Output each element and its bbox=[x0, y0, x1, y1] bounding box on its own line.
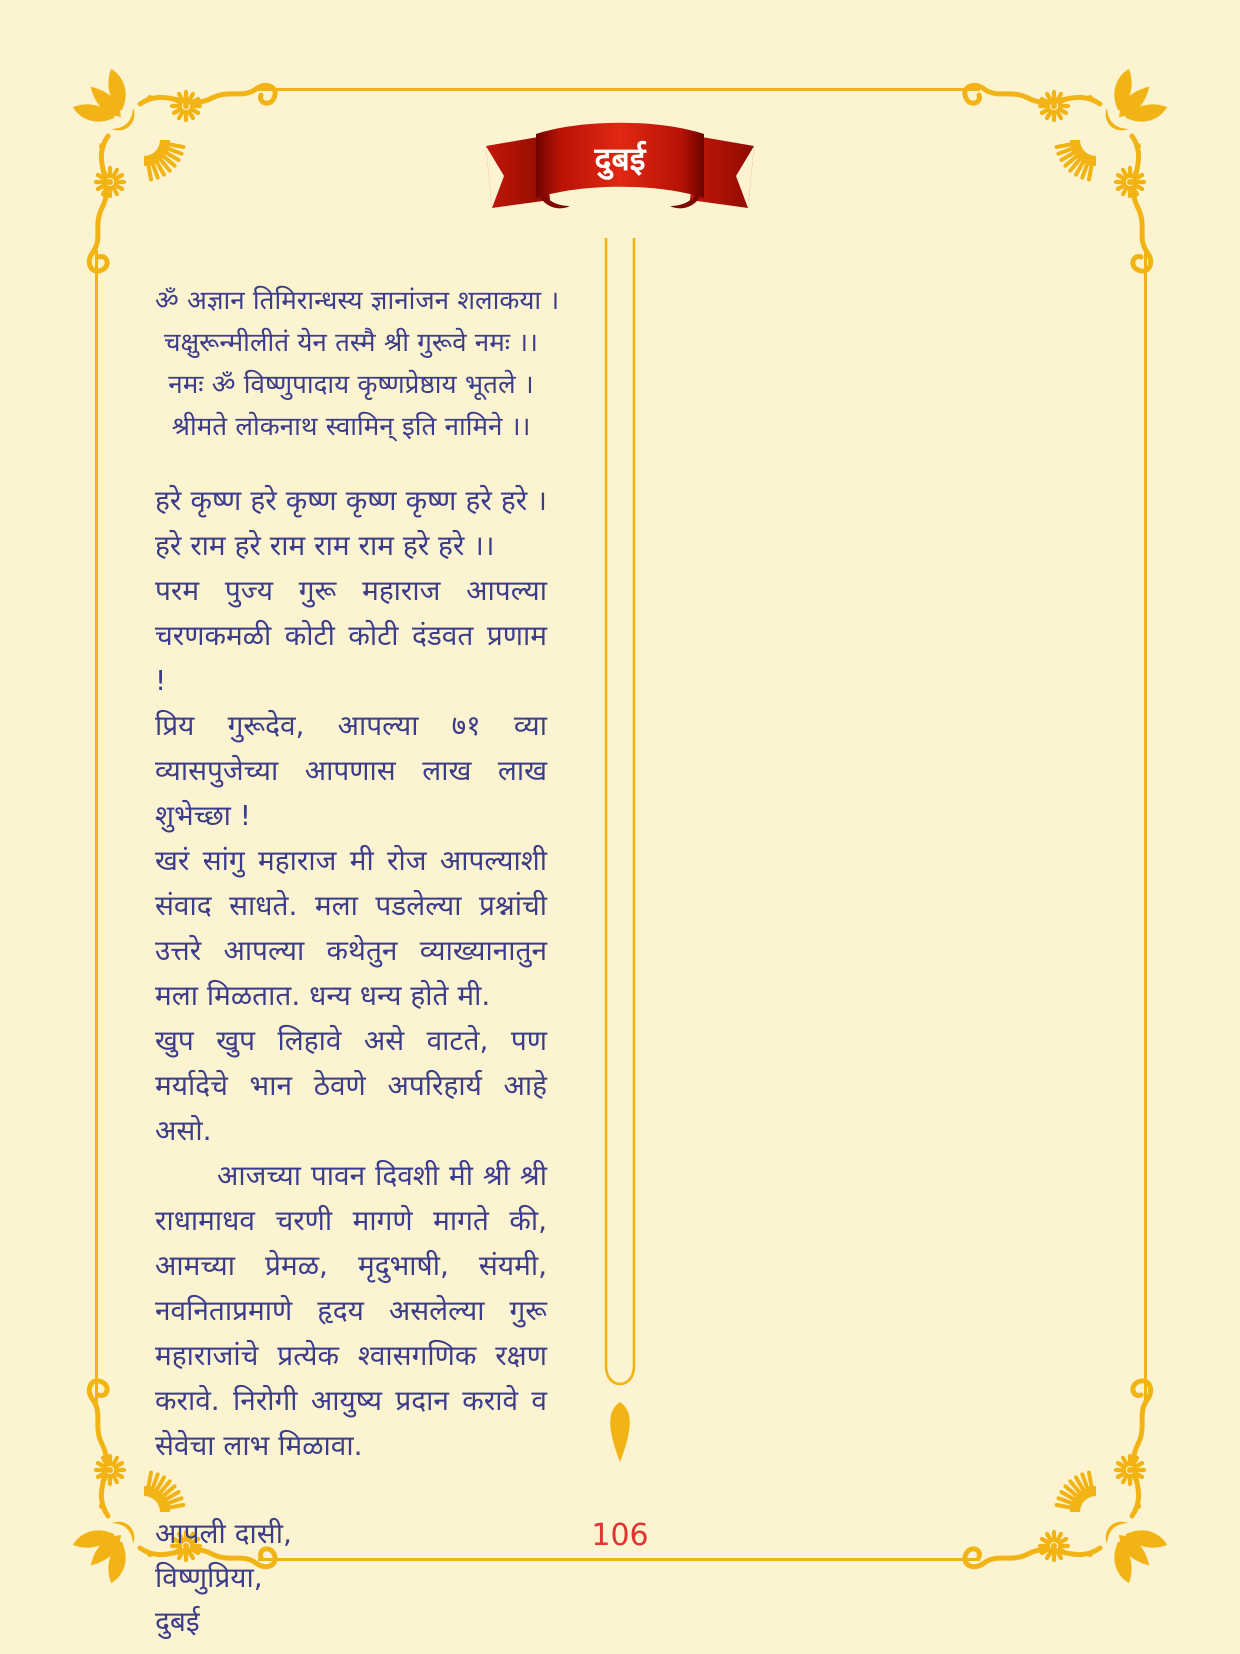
banner-title: दुबई bbox=[594, 140, 646, 178]
letter-paragraph: परम पुज्य गुरू महाराज आपल्या चरणकमळी कोटी कोटी दंडवत प्रणाम ! bbox=[155, 574, 547, 697]
letter-paragraph: आजच्या पावन दिवशी मी श्री श्री राधामाधव चरणी मागणे मागते की, आमच्या प्रेमळ, मृदुभाषी, संयमी, नवनिताप्रमाणे हृदय असलेल्या गुरू महाराजांचे प्रत्येक श्वासगणिक रक्षण करावे. निरोगी आयुष्य प्रदान करावे व सेवेचा लाभ मिळावा. bbox=[155, 1159, 547, 1462]
invocation-line: नमः ॐ विष्णुपादाय कृष्णप्रेष्ठाय भूतले । bbox=[168, 370, 534, 400]
letter-paragraph: प्रिय गुरूदेव, आपल्या ७१ व्या व्यासपुजेच्या आपणास लाख लाख शुभेच्छा ! bbox=[155, 709, 547, 832]
divider-double-line bbox=[606, 238, 634, 1384]
invocation-line: चक्षुरून्मीलीतं येन तस्मै श्री गुरूवे नमः ।। bbox=[163, 328, 539, 358]
frame-right-line bbox=[1144, 250, 1147, 1406]
signature-line: आपली दासी, bbox=[155, 1517, 292, 1550]
frame-top-line bbox=[258, 88, 980, 91]
page-divider-rule bbox=[602, 238, 638, 1462]
divider-drop-tip bbox=[610, 1402, 630, 1462]
invocation-line: ॐ अज्ञान तिमिरान्धस्य ज्ञानांजन शलाकया । bbox=[155, 286, 560, 316]
corner-ornament-top-right bbox=[953, 68, 1168, 283]
frame-left-line bbox=[95, 250, 98, 1406]
signature-line: विष्णुप्रिया, bbox=[155, 1561, 263, 1594]
page-number: 106 bbox=[591, 1518, 649, 1553]
letter-paragraph: खरं सांगु महाराज मी रोज आपल्याशी संवाद साधते. मला पडलेल्या प्रश्नांची उत्तरे आपल्या कथेतुन व्याख्यानातुन मला मिळतात. धन्य धन्य होते मी. bbox=[155, 844, 547, 1012]
sanskrit-invocation bbox=[155, 280, 560, 448]
corner-ornament-top-left bbox=[72, 68, 287, 283]
letter-body bbox=[155, 280, 560, 1644]
signature-line: दुबई bbox=[155, 1605, 200, 1638]
chapter-banner-ribbon bbox=[478, 112, 762, 212]
invocation-line: श्रीमते लोकनाथ स्वामिन् इति नामिने ।। bbox=[171, 412, 531, 442]
letter-paragraph: खुप खुप लिहावे असे वाटते, पण मर्यादेचे भान ठेवणे अपरिहार्य आहे असो. bbox=[155, 1024, 547, 1147]
letter-paragraph: हरे कृष्ण हरे कृष्ण कृष्ण कृष्ण हरे हरे । हरे राम हरे राम राम राम हरे हरे ।। bbox=[155, 484, 547, 562]
